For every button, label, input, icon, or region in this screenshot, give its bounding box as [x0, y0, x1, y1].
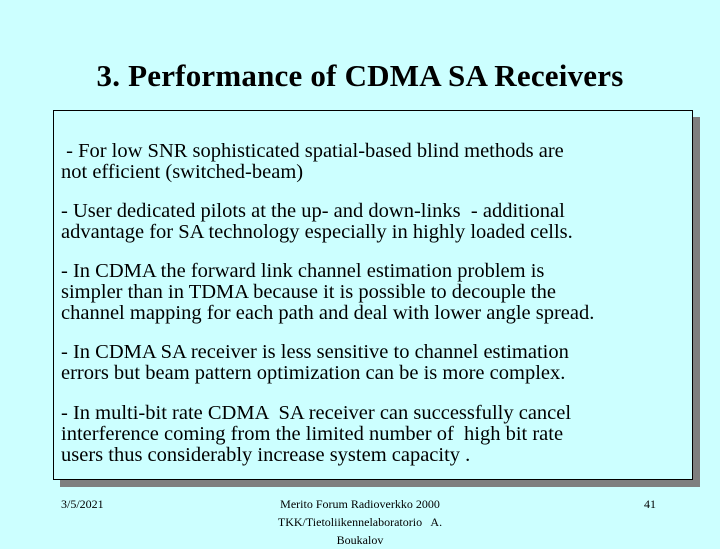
- bullet-forward-link: - In CDMA the forward link channel estimation problem is simpler than in TDMA because it is possible to decouple the channel mapping for each path and deal with lower angle spread.: [61, 260, 595, 324]
- slide-title: 3. Performance of CDMA SA Receivers: [96, 58, 624, 93]
- bullet-low-snr: - For low SNR sophisticated spatial-based blind methods are not efficient (switched-beam): [61, 140, 564, 183]
- footer-date: 3/5/2021: [61, 497, 104, 511]
- bullet-sensitivity: - In CDMA SA receiver is less sensitive to channel estimation errors but beam pattern optimization can be is more complex.: [61, 341, 569, 384]
- footer-page-number: 41: [644, 497, 656, 511]
- bullet-dedicated-pilots: - User dedicated pilots at the up- and down-links - additional advantage for SA technology especially in highly loaded cells.: [61, 200, 573, 243]
- footer-center-text: Merito Forum Radioverkko 2000 TKK/Tietoliikennelaboratorio A. Boukalov: [277, 497, 443, 547]
- bullet-multi-bit-rate: - In multi-bit rate CDMA SA receiver can successfully cancel interference coming from the limited number of high bit rate users thus considerably increase system capacity .: [61, 402, 572, 466]
